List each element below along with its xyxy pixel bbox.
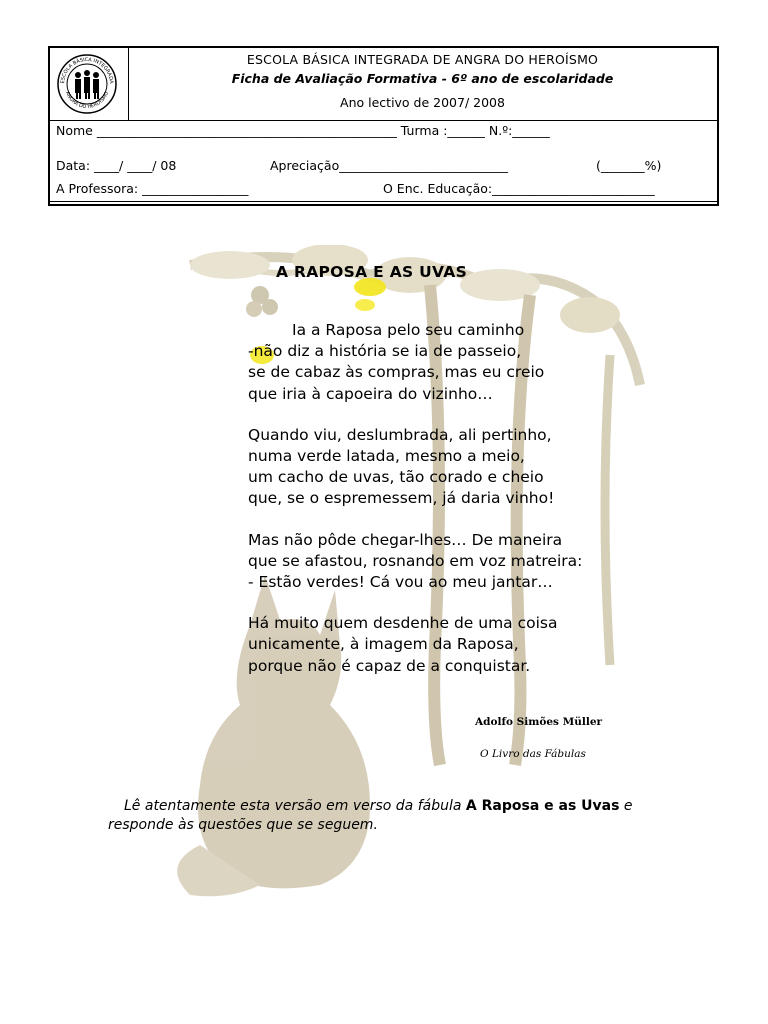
poem-line: que se afastou, rosnando em voz matreira: (248, 551, 583, 570)
header-top-row (50, 48, 717, 121)
poem-line: um cacho de uvas, tão corado e cheio (248, 468, 544, 487)
date-field[interactable]: Data: ____/ ____/ 08 (56, 158, 177, 173)
poem-line: que iria à capoeira do vizinho… (248, 384, 493, 403)
poem-line: porque não é capaz de a conquistar. (248, 656, 531, 675)
header-box (48, 46, 719, 206)
poem-line: - Estão verdes! Cá vou ao meu jantar… (248, 573, 553, 592)
header-double-rule (50, 201, 717, 202)
school-name: ESCOLA BÁSICA INTEGRADA DE ANGRA DO HEROÍSMO (246, 52, 599, 67)
worksheet-title: Ficha de Avaliação Formativa - 6º ano de escolaridade (231, 71, 614, 86)
instruction-text (108, 797, 648, 835)
poem-title: A RAPOSA E AS UVAS (276, 263, 468, 281)
school-logo-icon (56, 53, 118, 115)
poem-stanza (248, 320, 668, 405)
instruction-part2: e responde às questões que se seguem. (108, 798, 633, 833)
teacher-field[interactable]: A Professora: _________________ (56, 181, 249, 196)
poem-line: que, se o espremessem, já daria vinho! (248, 489, 555, 508)
instruction-part1: Lê atentamente esta versão em verso da fábula (124, 798, 462, 814)
name-field[interactable]: Nome ________________________________________________ Turma :______ N.º:______ (56, 123, 550, 138)
poem-stanza (248, 530, 668, 594)
poem-line: se de cabaz às compras, mas eu creio (248, 363, 545, 382)
poem-line: Mas não pôde chegar-lhes… De maneira (248, 530, 563, 549)
poem-line: Quando viu, deslumbrada, ali pertinho, (248, 425, 552, 444)
logo-text-top: ESCOLA BÁSICA INTEGRADA (59, 56, 115, 84)
poem-source-book: O Livro das Fábulas (480, 748, 586, 760)
poem-line: unicamente, à imagem da Raposa, (248, 635, 519, 654)
poem-stanza (248, 613, 668, 677)
guardian-field[interactable]: O Enc. Educação:__________________________ (383, 181, 655, 196)
percent-field[interactable]: (_______%) (596, 158, 662, 173)
svg-text:ANGRA DO HEROÍSMO (64, 91, 110, 110)
poem-line: -não diz a história se ia de passeio, (248, 342, 522, 361)
appreciation-field[interactable]: Apreciação___________________________ (270, 158, 508, 173)
poem-line: Ia a Raposa pelo seu caminho (292, 321, 525, 339)
logo-text-bottom: ANGRA DO HEROÍSMO (63, 90, 111, 111)
instruction-fable-title: A Raposa e as Uvas (465, 798, 620, 814)
poem-stanza (248, 425, 668, 510)
poem-author: Adolfo Simões Müller (475, 716, 603, 728)
school-year: Ano lectivo de 2007/ 2008 (340, 95, 505, 110)
poem-body (248, 320, 668, 697)
poem-line: Há muito quem desdenhe de uma coisa (248, 614, 558, 633)
poem-line: numa verde latada, mesmo a meio, (248, 447, 525, 466)
school-logo-cell (50, 48, 129, 120)
